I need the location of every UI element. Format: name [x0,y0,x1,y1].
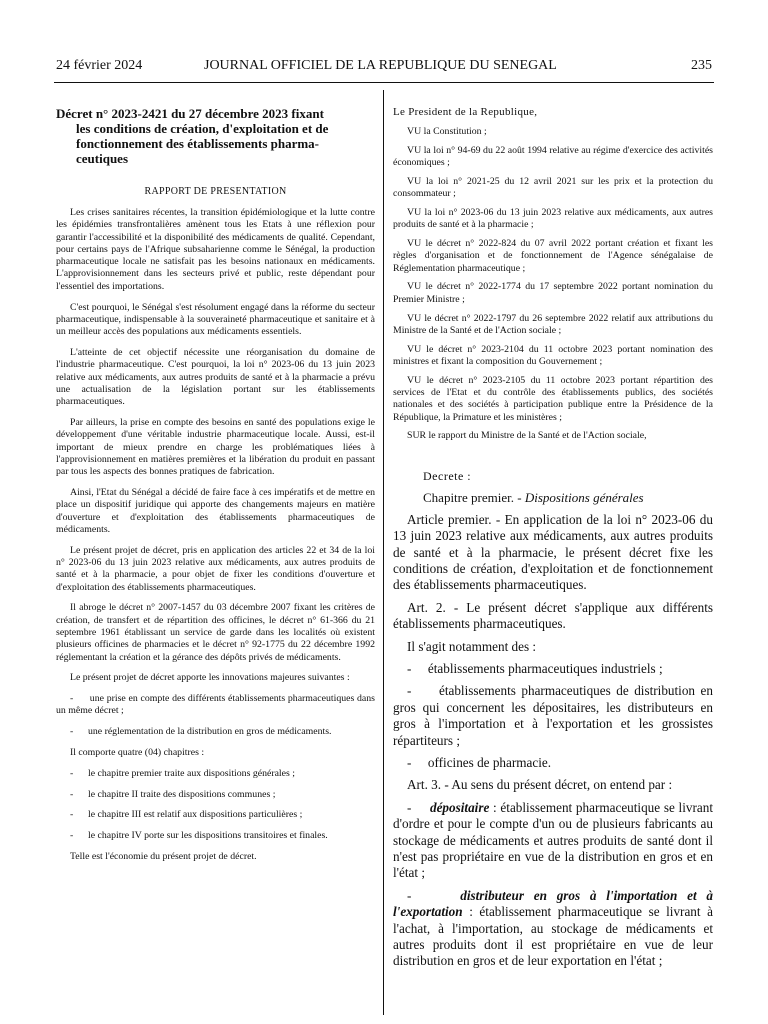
rapport-paragraph: Il abroge le décret n° 2007-1457 du 03 décembre 2007 fixant les critères de création, de transfert et de répartition des officines, le décret n° 61-366 du 21 septembre 1961 établissant un service de garde dans les localités où existent plusieurs officines de pharmacies et le décret n° 92-1775 du 22 décembre 1992 réglementant la création et la gérance des dépôts privés de médicaments. [56,602,375,663]
chapitre-text: le chapitre III est relatif aux dispositions particulières ; [87,809,303,821]
article-2-item-text: établissements pharmaceutiques de distribution en gros qui concernent les dépositaires, les distributeurs en gros à l'importation et à l'exportation et les grossistes répartiteurs ; [393,683,713,748]
article-3: Art. 3. - Au sens du présent décret, on entend par : [407,777,673,793]
visa-item: VU la loi n° 2021-25 du 12 avril 2021 sur les prix et la protection du consommateur ; [393,175,713,200]
decrete-heading: Decrete : [423,468,472,483]
chapitre-text: le chapitre II traite des dispositions communes ; [87,788,276,800]
left-column [56,106,375,872]
header-rule [54,82,714,83]
visa-item: VU la Constitution ; [407,126,487,137]
rapport-paragraph: Les crises sanitaires récentes, la transition épidémiologique et la lutte contre les épidémies transfrontalières amènent tous les Etats à une réflexion pour garantir l'accessibilité et la disponibilité des médicaments de qualité. Cependant, pour certains pays de l'Afrique subsaharienne comme le Sénégal, la production pharmaceutique locale ne satisfait pas les besoins nationaux en médicaments. L'approvisionnement dans les secteurs privé et public, reste dépendant pour l'essentiel des importations. [56,207,375,292]
column-divider [383,90,384,1015]
decree-title-line: ceutiques [76,151,128,166]
visa-item: VU le décret n° 2022-824 du 07 avril 2022 portant création et fixant les règles d'organisation et de fonctionnement de l'Agence sénégalaise de Réglementation pharmaceutique ; [393,238,713,274]
visa-item: VU la loi n° 2023-06 du 13 juin 2023 relative aux médicaments, aux autres produits de santé et à la pharmacie ; [393,206,713,231]
definition-text: : établissement pharmaceutique se livrant d'ordre et pour le compte d'un ou de plusieurs fabricants au stockage de médicaments et autres produits de santé dont il n'est pas propriétaire en vue de la distribution en gros et en l'état ; [393,799,713,881]
article-2: Art. 2. - Le présent décret s'applique aux différents établissements pharmaceutiques. [393,599,713,632]
visa-item: VU le décret n° 2023-2104 du 11 octobre 2023 portant nomination des ministres et fixant la composition du Gouvernement ; [393,343,713,367]
innovation-item: - une réglementation de la distribution en gros de médicaments. [70,726,332,738]
decree-title-line: fonctionnement des établissements pharma- [76,136,320,151]
visa-item: VU le décret n° 2022-1797 du 26 septembre 2022 relatif aux attributions du Ministre de la Santé et de l'Action sociale ; [393,312,713,336]
definition-term: distributeur en gros à l'importation et à l'exportation [393,887,713,920]
innovation-text: une prise en compte des différents établissements pharmaceutiques dans un même décret ; [56,693,375,717]
article-2-item-text: officines de pharmacie. [427,755,552,771]
right-column [393,106,713,976]
definition-item: - dépositaire : établissement pharmaceutique se livrant d'ordre et pour le compte d'un ou de plusieurs fabricants au stockage de médicaments et autres produits de santé dont il n'est pas propriétaire en vue de la distribution en gros et en l'état ; [393,799,713,881]
article-2-item: - établissements pharmaceutiques industriels ; [407,660,663,676]
chapter-prefix: Chapitre premier. - [423,489,525,505]
visa-item: VU la loi n° 94-69 du 22 août 1994 relative au régime d'exercice des activités économiques ; [393,144,713,169]
rapport-paragraph: Par ailleurs, la prise en compte des besoins en santé des populations exige le développement d'une véritable industrie pharmaceutique locale. Aussi, est-il important de mieux prendre en charge les problématiques liées à l'approvisionnement en matières premières et la libération du produit en passant par tous les aspects des bonnes pratiques de fabrication. [56,416,375,478]
article-1: Article premier. - En application de la loi n° 2023-06 du 13 juin 2023 relative aux médicaments, aux autres produits de santé et à la pharmacie, le présent décret fixe les conditions de création, d'exploitation et de fonctionnement des établissements pharmaceutiques. [393,511,713,593]
chapitre-item: - le chapitre premier traite aux dispositions générales ; [70,767,295,779]
chapitre-item: - le chapitre II traite des dispositions communes ; [70,788,276,800]
chapter-heading [393,490,713,506]
rapport-paragraph: Le présent projet de décret apporte les innovations majeures suivantes : [70,672,350,684]
innovation-text: une réglementation de la distribution en gros de médicaments. [87,726,332,738]
article-2-intro: Il s'agit notamment des : [407,638,537,654]
president-heading: Le President de la Republique, [393,106,538,118]
definition-text: : établissement pharmaceutique se livrant à l'achat, à l'importation, au stockage de médicaments et autres produits dont il est propriétaire en vue de leur distribution en gros et de leur exportation en l'état ; [393,904,713,969]
rapport-heading: RAPPORT DE PRESENTATION [144,186,287,197]
definition-item: - distributeur en gros à l'importation et à l'exportation : établissement pharmaceutique se livrant à l'achat, à l'importation, au stockage de médicaments et autres produits dont il est propriétaire en vue de leur distribution en gros et de leur exportation en l'état ; [393,887,713,969]
decree-title-line: les conditions de création, d'exploitation et de [76,121,329,136]
rapport-paragraph: Ainsi, l'Etat du Sénégal a décidé de faire face à ces impératifs et de mettre en place un dispositif juridique qui apporte des changements majeurs en matière d'ouverture et d'exploitation des établissements pharmaceutiques de médicaments. [56,486,375,535]
visa-item: VU le décret n° 2022-1774 du 17 septembre 2022 portant nomination du Premier Ministre ; [393,281,713,305]
page-number: 235 [691,58,712,73]
innovation-item: - une prise en compte des différents établissements pharmaceutiques dans un même décret ; [56,693,375,717]
visa-item: SUR le rapport du Ministre de la Santé et de l'Action sociale, [407,430,647,442]
chapitre-item: - le chapitre IV porte sur les dispositions transitoires et finales. [70,830,328,842]
chapitres-intro: Il comporte quatre (04) chapitres : [70,746,205,758]
chapitre-text: le chapitre IV porte sur les dispositions transitoires et finales. [87,830,328,842]
rapport-paragraph: L'atteinte de cet objectif nécessite une réorganisation du domaine de l'industrie pharmaceutique. C'est pourquoi, la loi n° 2023-06 du 13 juin 2023 relative aux médicaments, aux autres produits de santé et à la pharmacie a prévu une actualisation de la législation portant sur les établissements pharmaceutiques. [56,346,375,408]
definition-term: dépositaire [429,799,490,815]
journal-title: JOURNAL OFFICIEL DE LA REPUBLIQUE DU SENEGAL [204,58,557,73]
article-2-item: - établissements pharmaceutiques de distribution en gros qui concernent les dépositaires, les distributeurs en gros à l'importation et à l'exportation et les grossistes répartiteurs ; [393,683,713,748]
visa-item: VU le décret n° 2023-2105 du 11 octobre 2023 portant répartition des services de l'Etat et du contrôle des établissements publics, des sociétés nationales et des sociétés à participation publique entre la Présidence de la République, la Primature et les ministères ; [393,374,713,423]
header-date: 24 février 2024 [56,58,143,73]
chapitre-item: - le chapitre III est relatif aux dispositions particulières ; [70,809,303,821]
article-2-item: - officines de pharmacie. [407,755,552,771]
article-2-item-text: établissements pharmaceutiques industriels ; [427,660,663,676]
page-header [56,58,712,80]
chapitre-text: le chapitre premier traite aux dispositions générales ; [87,767,295,779]
closing-paragraph: Telle est l'économie du présent projet de décret. [70,850,257,862]
rapport-paragraph: C'est pourquoi, le Sénégal s'est résolument engagé dans la réforme du secteur pharmaceutique, indispensable à la souveraineté pharmaceutique et sanitaire et à un meilleur accès des populations aux médicaments essentiels. [56,301,375,338]
rapport-paragraph: Le présent projet de décret, pris en application des articles 22 et 34 de la loi n° 2023-06 du 13 juin 2023 relative aux médicaments, aux autres produits de santé et à la pharmacie, a pour objet de fixer les conditions d'ouverture et d'exploitation des établissements pharmaceutiques. [56,544,375,593]
chapter-title: Dispositions générales [524,489,644,505]
decree-title [56,106,375,166]
decree-title-line: Décret n° 2023-2421 du 27 décembre 2023 fixant [56,106,324,121]
